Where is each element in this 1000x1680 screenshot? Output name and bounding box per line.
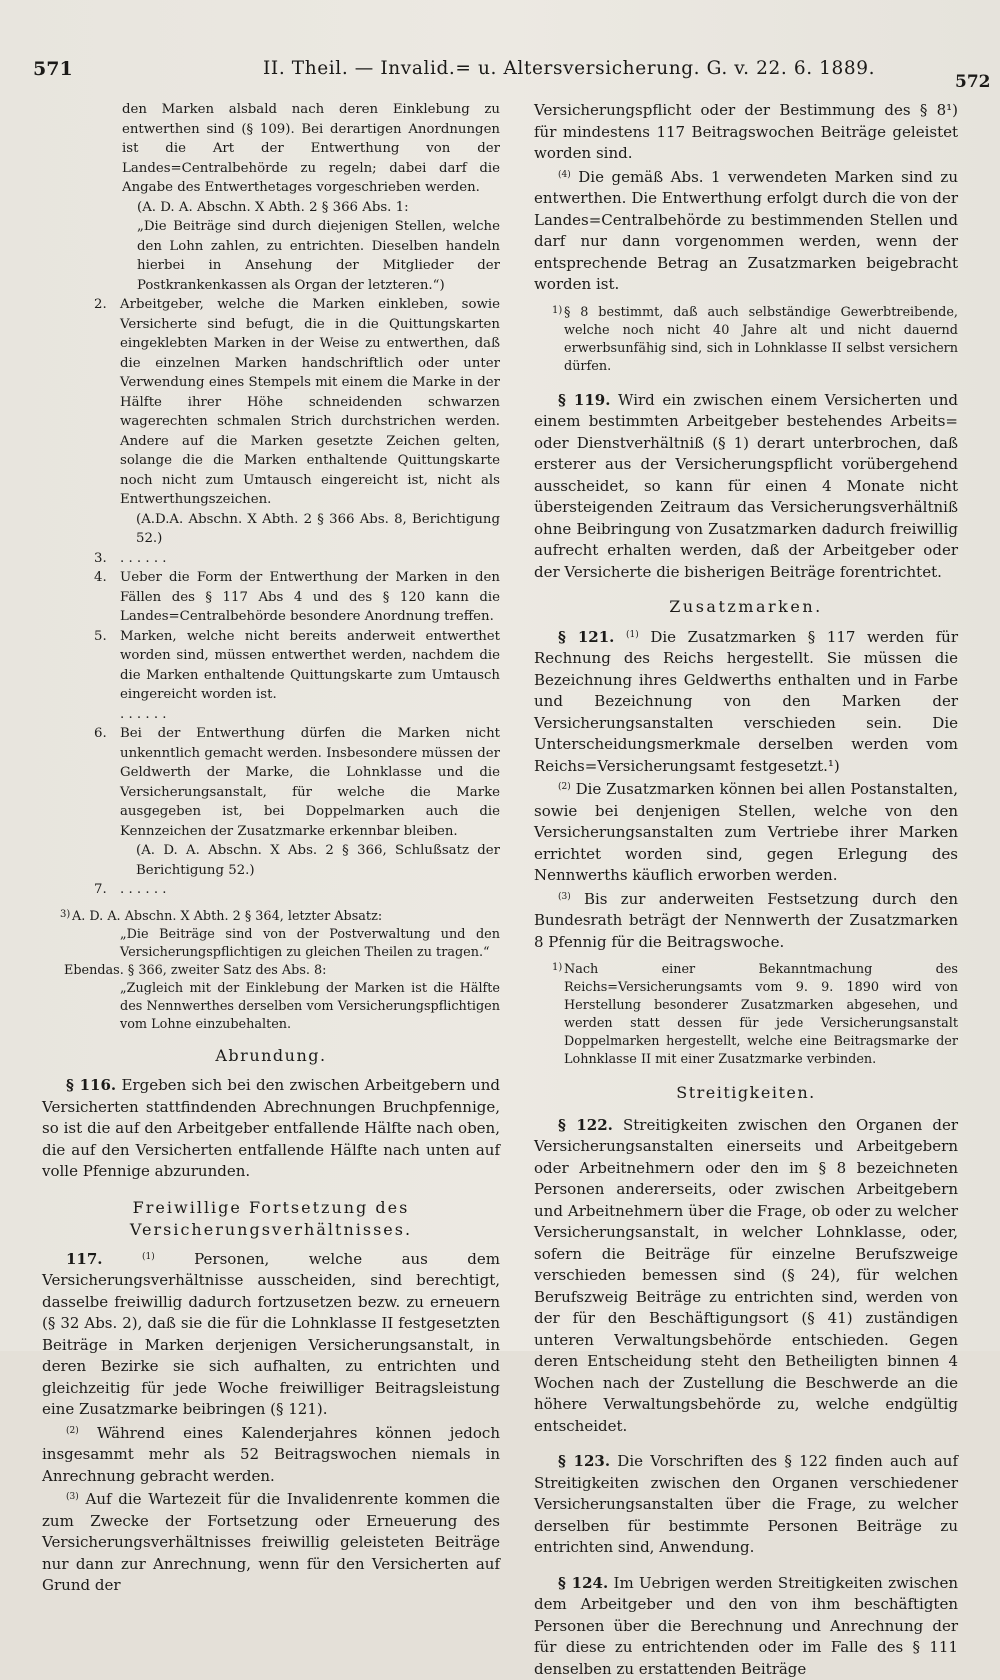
- paragraph-marker: (1): [626, 630, 639, 640]
- item-number: 2.: [94, 295, 107, 315]
- paragraph-119: [534, 390, 958, 584]
- page-number-left: 571: [33, 58, 73, 80]
- footnote-quote: „Die Beiträge sind durch diejenigen Stellen, welche den Lohn zahlen, zu entrichten. Dieselben handeln hierbei in Ansehung der Mitglieder der Postkrankenkassen als Organ der letzteren.“): [137, 217, 500, 295]
- footnote-item: [42, 549, 500, 569]
- section-heading-streitigkeiten: Streitigkeiten.: [534, 1083, 958, 1103]
- footnote-marker: 3): [60, 906, 70, 924]
- section-text: Die Zusatzmarken § 117 werden für Rechnung des Reichs hergestellt. Sie müssen die Bezeichnung ihres Geldwerths enthalten und in Farbe und Bezeichnung von den Marken der Versicherungsanstalten verschieden sein. Die Unterscheidungsmerkmale derselben werden vom Reichs=Versicherungsamt festgesetzt.¹): [534, 628, 958, 775]
- footnote-marker: 1): [552, 302, 562, 320]
- paragraph-117-continued: Versicherungspflicht oder der Bestimmung des § 8¹) für mindestens 117 Beitragswochen Beiträge geleistet worden sind.: [534, 100, 958, 165]
- section-heading-freiwillige-fortsetzung: Freiwillige Fortsetzung des Versicherungsverhältnisses.: [42, 1197, 500, 1241]
- left-column: [42, 100, 500, 1597]
- footnote-item: [42, 295, 500, 549]
- footnote-item: [42, 705, 500, 725]
- footnote-quote: „Zugleich mit der Einklebung der Marken ist die Hälfte des Nennwerthes derselben vom Versicherungspflichtigen vom Lohne einzubehalten.: [120, 980, 500, 1034]
- item-reference: (A. D. A. Abschn. X Abs. 2 § 366, Schlußsatz der Berichtigung 52.): [136, 841, 500, 880]
- paragraph-117-3: [42, 1487, 500, 1597]
- footnote-text: Nach einer Bekanntmachung des Reichs=Versicherungsamts vom 9. 9. 1890 wird von Herstellung besonderer Zusatzmarken abgesehen, und werden statt dessen für jede Versicherungsanstalt Doppelmarken hergestellt, welche eine Beitragsmarke der Lohnklasse II mit einer Zusatzmarke verbinden.: [564, 961, 958, 1069]
- footnote-item: [42, 568, 500, 627]
- paragraph-marker: (2): [66, 1426, 79, 1436]
- section-number: § 116.: [66, 1076, 116, 1094]
- section-text: Personen, welche aus dem Versicherungsverhältnisse ausscheiden, sind berechtigt, dasselbe freiwillig dadurch fortzusetzen bezw. zu erneuern (§ 32 Abs. 2), daß sie die für die Lohnklasse II festgesetzten Beiträge in Marken derjenigen Versicherungsanstalt, in deren Bezirke sie sich aufhalten, zu entrichten und gleichzeitig für jede Woche freiwilliger Beitragsleistung eine Zusatzmarke beibringen (§ 121).: [42, 1250, 500, 1419]
- section-text: Im Uebrigen werden Streitigkeiten zwischen dem Arbeitgeber und den von ihm beschäftigten Personen über die Berechnung und Anrechnung der für diese zu entrichtenden oder im Falle des § 111 denselben zu erstattenden Beiträge: [534, 1574, 958, 1678]
- item-number: 3.: [94, 549, 107, 569]
- section-text: Bis zur anderweiten Festsetzung durch den Bundesrath beträgt der Nennwerth der Zusatzmarken 8 Pfennig für die Beitragswoche.: [534, 890, 958, 951]
- footnote-text: § 8 bestimmt, daß auch selbständige Gewerbtreibende, welche noch nicht 40 Jahre alt und nicht dauernd erwerbsunfähig sind, sich in Lohnklasse II selbst versichern dürfen.: [564, 304, 958, 376]
- section-text: Die gemäß Abs. 1 verwendeten Marken sind zu entwerthen. Die Entwerthung erfolgt durch die von der Landes=Centralbehörde zu bestimmenden Stellen und darf nur dann vorgenommen werden, wenn der entsprechende Betrag an Zusatzmarken beigebracht worden ist.: [534, 168, 958, 294]
- footnote-paragraph: den Marken alsbald nach deren Einklebung zu entwerthen sind (§ 109). Bei derartigen Anordnungen ist die Art der Entwerthung von der Landes=Centralbehörde zu regeln; dabei darf die Angabe des Entwerthetages vorgeschrieben werden.: [122, 100, 500, 198]
- paragraph-121-2: [534, 777, 958, 887]
- item-number: 4.: [94, 568, 107, 588]
- section-text: Während eines Kalenderjahres können jedoch insgesammt mehr als 52 Beitragswochen niemals in Anrechnung gebracht werden.: [42, 1424, 500, 1485]
- section-number: § 119.: [558, 391, 610, 409]
- paragraph-117-1: [42, 1247, 500, 1421]
- item-text: Marken, welche nicht bereits anderweit entwerthet worden sind, müssen entwerthet werden, nachdem die die Marken enthaltende Quittungskarte zum Umtausch eingereicht worden ist.: [120, 627, 500, 705]
- item-text: . . . . . .: [120, 705, 500, 725]
- item-text: . . . . . .: [120, 880, 500, 900]
- footnote-block: [42, 100, 500, 1034]
- footnote-item: [42, 724, 500, 880]
- section-text: Die Vorschriften des § 122 finden auch auf Streitigkeiten zwischen den Organen verschiedener Versicherungsanstalten über die Frage, zu welcher derselben für bestimmte Personen Beiträge zu entrichten sind, Anwendung.: [534, 1452, 958, 1556]
- item-text: . . . . . .: [120, 549, 500, 569]
- footnote-items: [42, 295, 500, 900]
- section-text: Die Zusatzmarken können bei allen Postanstalten, sowie bei denjenigen Stellen, welche von den Versicherungsanstalten zum Vertriebe ihrer Marken errichtet worden sind, gegen Erlegung des Nennwerths käuflich erworben werden.: [534, 780, 958, 884]
- right-column: [534, 100, 958, 1680]
- paragraph-marker: (3): [558, 892, 571, 902]
- footnote-line: Ebendas. § 366, zweiter Satz des Abs. 8:: [64, 962, 500, 980]
- paragraph-marker: (4): [558, 170, 571, 180]
- item-number: 5.: [94, 627, 107, 647]
- item-text: Ueber die Form der Entwerthung der Marken in den Fällen des § 117 Abs 4 und des § 120 kann die Landes=Centralbehörde besondere Anordnung treffen.: [120, 568, 500, 627]
- item-text: Bei der Entwerthung dürfen die Marken nicht unkenntlich gemacht werden. Insbesondere müssen der Geldwerth der Marke, die Lohnklasse und die Versicherungsanstalt, für welche die Marke ausgegeben ist, bei Doppelmarken auch die Kennzeichen der Zusatzmarke erkennbar bleiben.: [120, 724, 500, 841]
- paragraph-marker: (2): [558, 782, 571, 792]
- footnote-line: A. D. A. Abschn. X Abth. 2 § 364, letzter Absatz:: [72, 908, 500, 926]
- footnote-marker: 1): [552, 959, 562, 977]
- section-number: § 121.: [558, 628, 614, 646]
- section-number: 117.: [66, 1250, 103, 1268]
- section-number: § 123.: [558, 1452, 610, 1470]
- section-text: Ergeben sich bei den zwischen Arbeitgebern und Versicherten stattfindenden Abrechnungen Bruchpfennige, so ist die auf den Arbeitgeber entfallende Hälfte nach oben, die auf den Versicherten entfallende Hälfte nach unten auf volle Pfennige abzurunden.: [42, 1076, 500, 1180]
- section-number: § 124.: [558, 1574, 608, 1592]
- item-number: 6.: [94, 724, 107, 744]
- paragraph-117-4: [534, 165, 958, 296]
- paragraph-117-2: [42, 1421, 500, 1488]
- page-number-right: 572: [955, 72, 991, 92]
- paragraph-121-1: [534, 625, 958, 778]
- item-reference: (A.D.A. Abschn. X Abth. 2 § 366 Abs. 8, Berichtigung 52.): [136, 510, 500, 549]
- paragraph-124: [534, 1573, 958, 1680]
- section-text: Auf die Wartezeit für die Invalidenrente kommen die zum Zwecke der Fortsetzung oder Erneuerung des Versicherungsverhältnisses freiwillig geleisteten Beiträge nur dann zur Anrechnung, wenn für den Versicherten auf Grund der: [42, 1490, 500, 1594]
- section-heading-abrundung: Abrundung.: [42, 1046, 500, 1066]
- paragraph-122: [534, 1115, 958, 1438]
- item-number: 7.: [94, 880, 107, 900]
- section-text: Streitigkeiten zwischen den Organen der Versicherungsanstalten einerseits und Arbeitgebern oder Arbeitnehmern oder den im § 8 bezeichneten Personen andererseits, oder zwischen Arbeitgebern und Arbeitnehmern über die Frage, ob oder zu welcher Versicherungsanstalt, in welcher Lohnklasse, oder, sofern die Beiträge für einzelne Berufszweige verschieden bemessen sind (§ 24), für welchen Berufszweig Beiträge zu entrichten sind, werden von der für den Beschäftigungsort (§ 41) zuständigen unteren Verwaltungsbehörde entschieden. Gegen deren Entscheidung steht den Betheiligten binnen 4 Wochen nach der Zustellung die Beschwerde an die höhere Verwaltungsbehörde zu, welche endgültig entscheidet.: [534, 1116, 958, 1435]
- paragraph-marker: (3): [66, 1492, 79, 1502]
- footnote-3: [42, 908, 500, 1034]
- paragraph-121-3: [534, 887, 958, 954]
- paragraph-116: [42, 1075, 500, 1183]
- footnote-reference: (A. D. A. Abschn. X Abth. 2 § 366 Abs. 1:: [137, 198, 500, 218]
- item-text: Arbeitgeber, welche die Marken einkleben, sowie Versicherte sind befugt, die in die Quittungskarten eingeklebten Marken in der Weise zu entwerthen, daß die einzelnen Marken handschriftlich oder unter Verwendung eines Stempels mit einem die Marke in der Hälfte ihrer Höhe schneidenden schwarzen wagerechten schmalen Strich durchstrichen werden. Andere auf die Marken gesetzte Zeichen gelten, solange die die Marken enthaltende Quittungskarte noch nicht zum Umtausch eingereicht ist, nicht als Entwerthungszeichen.: [120, 295, 500, 510]
- section-heading-zusatzmarken: Zusatzmarken.: [534, 597, 958, 617]
- footnote-item: [42, 880, 500, 900]
- footnote-item: [42, 627, 500, 705]
- paragraph-marker: (1): [142, 1252, 155, 1262]
- paragraph-123: [534, 1451, 958, 1559]
- footnote-quote: „Die Beiträge sind von der Postverwaltung und den Versicherungspflichtigen zu gleichen Theilen zu tragen.“: [120, 926, 500, 962]
- footnote-2: [534, 961, 958, 1069]
- section-number: § 122.: [558, 1116, 613, 1134]
- footnote-1: [534, 304, 958, 376]
- running-head: II. Theil. — Invalid.= u. Altersversicherung. G. v. 22. 6. 1889.: [263, 58, 875, 79]
- section-text: Wird ein zwischen einem Versicherten und einem bestimmten Arbeitgeber bestehendes Arbeits= oder Dienstverhältniß (§ 1) derart unterbrochen, daß ersterer aus der Versicherungspflicht vorübergehend ausscheidet, so kann für einen 4 Monate nicht übersteigenden Zeitraum das Versicherungsverhältniß ohne Beibringung von Zusatzmarken dadurch freiwillig aufrecht erhalten werden, daß der Arbeitgeber oder der Versicherte die bisherigen Beiträge forentrichtet.: [534, 391, 958, 581]
